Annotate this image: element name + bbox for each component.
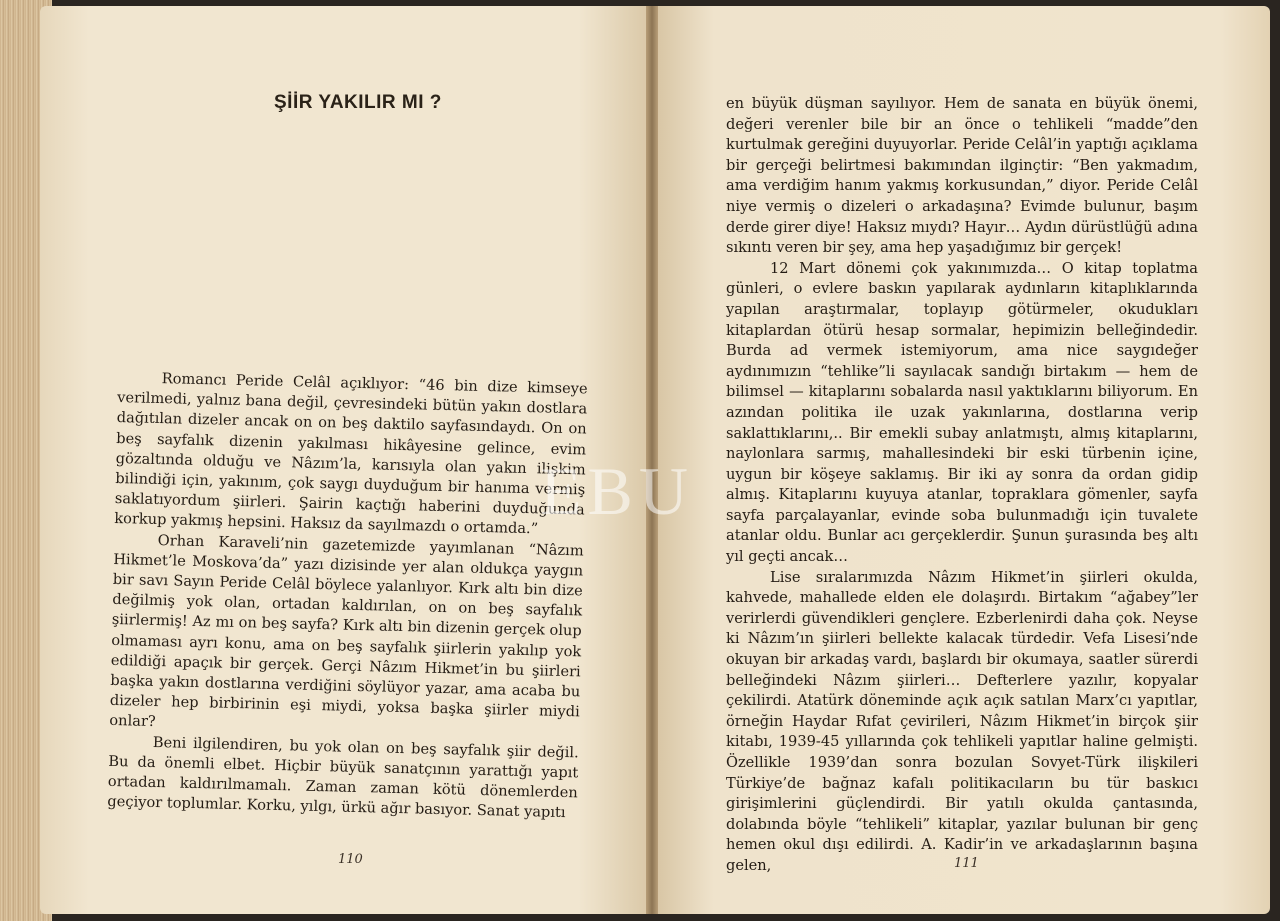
left-paragraph-3: Beni ilgilendiren, bu yok olan on beş sayfalık şiir değil. Bu da önemli elbet. Hiçbir büyük sanatçının yarattığı yapıt ortadan kaldırılmamalı. Zaman zaman kötü dönemlerden geçiyor toplumlar. Korku, yılgı, ürkü ağır basıyor. Sanat yapıtı bbox=[107, 733, 579, 822]
left-page-number: 110 bbox=[338, 852, 363, 867]
left-paragraph-1: Romancı Peride Celâl açıklıyor: “46 bin dize kimseye verilmedi, yalnız bana değil, çevresindeki bütün yakın dostlara dağıtılan dizeler ancak on on beş daktilo sayfasındaydı. On on beş sayfalık dizenin yakılması hikâyesine gelince, evim gözaltında olduğu ve Nâzım’la, karısıyla olan yakın ilişkim bilindiği için, yakınım, çok saygı duyduğum bir hanıma vermiş saklatıyordum şiirleri. Şairin kaçtığı haberini duyduğunda korkup yakmış hepsini. Haksız da sayılmazdı o ortamda.” bbox=[114, 370, 588, 538]
right-paragraph-1: en büyük düşman sayılıyor. Hem de sanata en büyük önemi, değeri verenler bile bir an önce o tehlikeli “madde”den kurtulmak gereğini duyuyorlar. Peride Celâl’in yaptığı açıklama bir gerçeği belirtmesi bakımından ilginçtir: “Ben yakmadım, ama verdiğim hanım yakmış korkusundan,” diyor. Peride Celâl niye vermiş o dizeleri o arkadaşına? Evimde bulunur, başım derde girer diye! Haksız mıydı? Hayır… Aydın dürüstlüğü adına sıkıntı veren bir şey, ama hep yaşadığımız bir gerçek! bbox=[726, 95, 1198, 257]
right-paragraph-3: Lise sıralarımızda Nâzım Hikmet’in şiirleri okulda, kahvede, mahallede elden ele dolaşırdı. Birtakım “ağabey”ler verirlerdi güvendikleri gençlere. Ezberlenirdi daha çok. Neyse ki Nâzım’ın şiirleri bellekte kalacak türdedir. Vefa Lisesi’nde okuyan bir arkadaş vardı, başlardı bir okumaya, saatler sürerdi belleğindeki Nâzım şiirleri… Defterlere yazılır, kopyalar çekilirdi. Atatürk döneminde açık açık satılan Marx’cı yapıtlar, örneğin Haydar Rıfat çevirileri, Nâzım Hikmet’in birçok şiir kitabı, 1939-45 yıllarında çok tehlikeli yapıtlar haline gelmişti. Özellikle 1939’dan sonra bozulan Sovyet-Türk ilişkileri Türkiye’de bağnaz kafalı politikacıların bu tür baskıcı girişimlerini güçlendirdi. Bir yatılı okulda çantasında, dolabında böyle “tehlikeli” kitaplar, yazılar bulunan bir genç hemen okul dışı edilirdi. A. Kadir’in ve arkadaşlarının başına gelen, bbox=[726, 568, 1198, 874]
right-page-number: 111 bbox=[954, 856, 979, 871]
left-paragraph-2: Orhan Karaveli’nin gazetemizde yayımlanan “Nâzım Hikmet’le Moskova’da” yazı dizisinde yer alan oldukça yaygın bir savı Sayın Peride Celâl böylece yalanlıyor. Kırk altı bin dize değilmiş yok olan, ortadan kaldırılan, on on beş sayfalık şiirlermiş! Az mı on beş sayfa? Kırk altı bin dizenin gerçek olup olmaması ayrı konu, ama on beş sayfalık şiirlerin yakılıp yok edildiği apaçık bir gerçek. Gerçi Nâzım Hikmet’in bu şiirleri başka yakın dostlarına verdiğini söylüyor yazar, ama acaba bu dizeler hep birbirinin eşi miydi, yoksa başka şiirler miydi onlar? bbox=[109, 531, 584, 731]
right-page-body bbox=[726, 94, 1198, 877]
left-page-body bbox=[107, 368, 588, 824]
right-paragraph-2: 12 Mart dönemi çok yakınımızda… O kitap toplatma günleri, o evlere baskın yapılarak aydınların kitaplıklarında yapılan araştırmalar, toplayıp götürmeler, okudukları kitaplardan ötürü hesap sormalar, hepimizin belleğindedir. Burda ad vermek istemiyorum, ama nice saygıdeğer aydınımızın “tehlike”li sayılacak sandığı birtakım — hem de bilimsel — kitaplarını sobalarda nasıl yaktıklarını biliyorum. En azından politika ile uzak yakınlarına, dostlarına verip saklattıklarını,.. Bir emekli subay anlatmıştı, almış kitaplarını, naylonlara sarmış, mahallesindeki bir eski türbenin içine, uygun bir köşeye saklamış. Bir iki ay sonra da ordan gidip almış. Kitaplarını kuyuya atanlar, topraklara gömenler, sayfa sayfa parçalayanlar, evinde soba bulunmadığı için tuvalete atanlar oldu. Bunlar acı gerçeklerdir. Şunun şurasında beş altı yıl geçti ancak… bbox=[726, 259, 1198, 566]
chapter-title: ŞİİR YAKILIR MI ? bbox=[274, 92, 442, 113]
watermark: EBU bbox=[540, 453, 694, 529]
